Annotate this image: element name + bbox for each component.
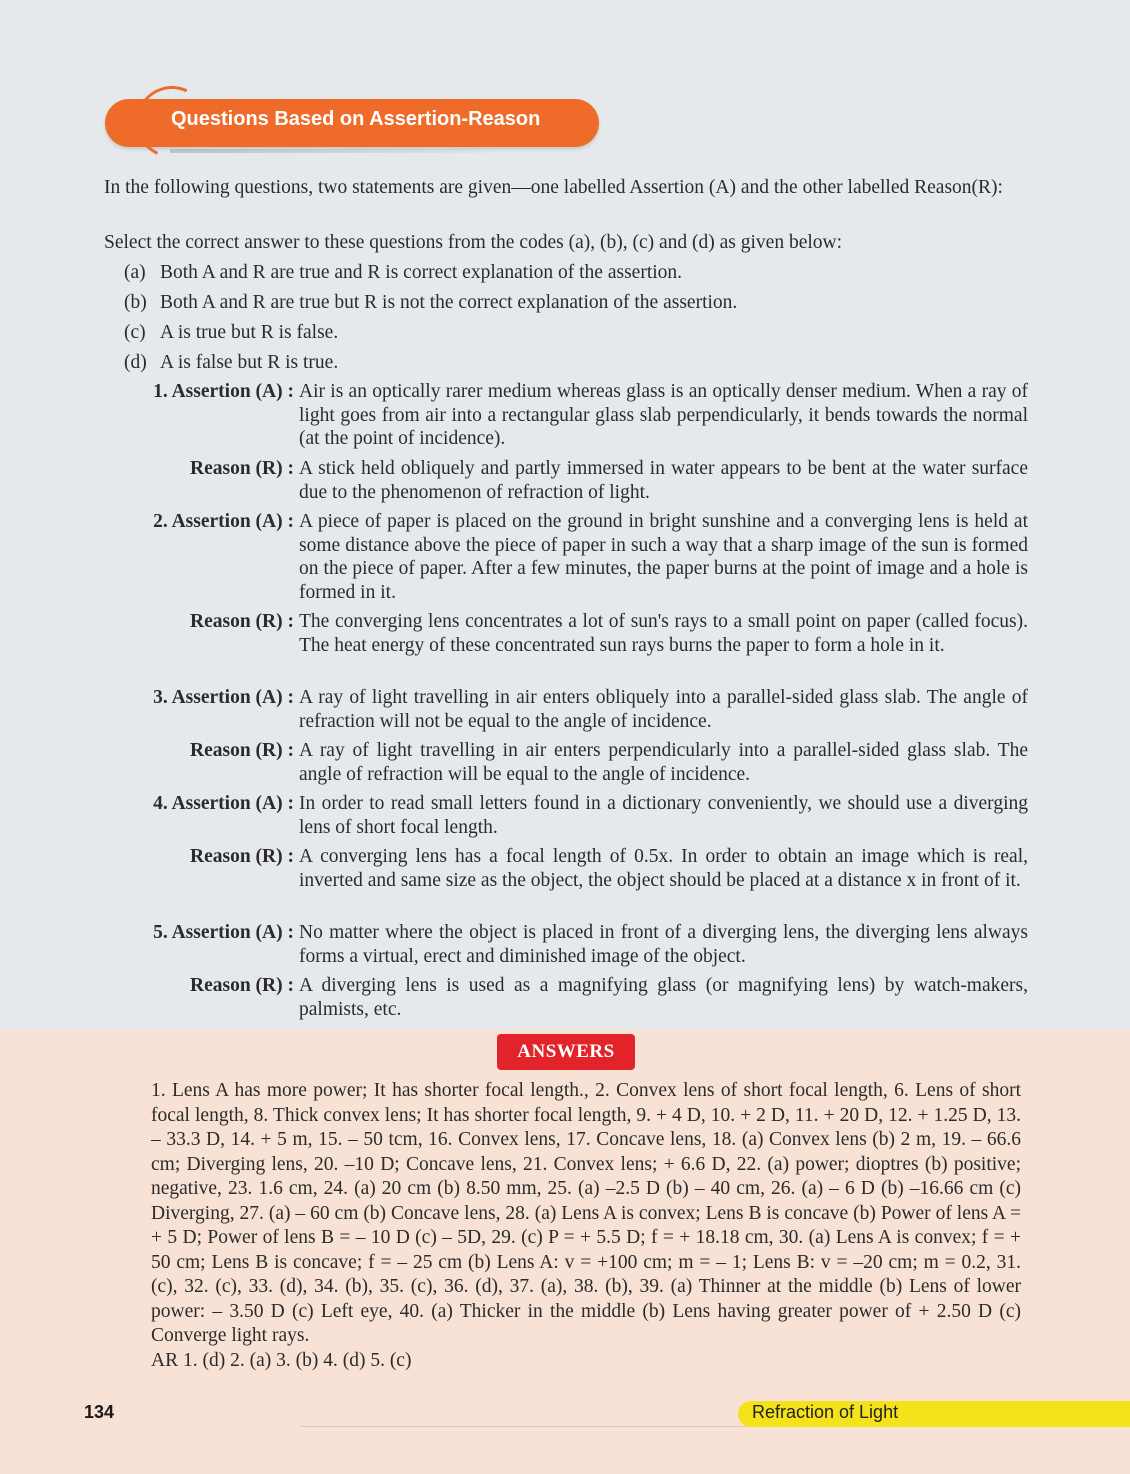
chapter-title: Refraction of Light <box>752 1402 899 1422</box>
assertion-reason-answers: AR 1. (d) 2. (a) 3. (b) 4. (d) 5. (c) <box>151 1349 412 1371</box>
reason-text: A ray of light travelling in air enters perpendicularly into a parallel-sided glass slab. The angle of refraction will be equal to the angle of incidence. <box>299 740 1028 785</box>
option-text: A is false but R is true. <box>160 352 339 373</box>
option-b <box>124 291 1024 315</box>
reason-label: Reason (R) : <box>190 846 294 867</box>
reason-text: A converging lens has a focal length of 0.5x. In order to obtain an image which is real, inverted and same size as the object, the object should be placed at a distance x in front of it. <box>299 846 1028 891</box>
answers-heading: ANSWERS <box>497 1034 635 1070</box>
option-text: Both A and R are true and R is correct explanation of the assertion. <box>160 262 683 283</box>
assertion-label: 4. Assertion (A) : <box>153 793 294 814</box>
page-number: 134 <box>84 1402 115 1422</box>
option-label: (b) <box>124 292 147 313</box>
assertion-text: In order to read small letters found in a dictionary conveniently, we should use a diverging lens of short focal length. <box>299 793 1028 838</box>
option-d <box>124 351 1024 375</box>
reason-label: Reason (R) : <box>190 740 294 761</box>
option-a <box>124 261 1024 285</box>
assertion-text: Air is an optically rarer medium whereas glass is an optically denser medium. When a ray of light goes from air into a rectangular glass slab perpendicularly, it bends towards the normal (at the point of incidence). <box>299 381 1028 449</box>
assertion-label: 3. Assertion (A) : <box>153 687 294 708</box>
answers-text: 1. Lens A has more power; It has shorter focal length., 2. Convex lens of short focal length, 6. Lens of short focal length, 8. Thick convex lens; It has shorter focal length, 9. + 4 D, 10. + 2 D, 11. + 20 D, 12. + 1.25 D, 13. – 33.3 D, 14. + 5 m, 15. – 50 tcm, 16. Convex lens, 17. Concave lens, 18. (a) Convex lens (b) 2 m, 19. – 66.6 cm; Diverging lens, 20. –10 D; Concave lens, 21. Convex lens; + 6.6 D, 22. (a) power; dioptres (b) positive; negative, 23. 1.6 cm, 24. (a) 20 cm (b) 8.50 mm, 25. (a) –2.5 D (b) – 40 cm, 26. (a) – 6 D (b) –16.66 cm (c) Diverging, 27. (a) – 60 cm (b) Concave lens, 28. (a) Lens A is convex; Lens B is concave (b) Power of lens A = + 5 D; Power of lens B = – 10 D (c) – 5D, 29. (c) P = + 5.5 D; f = + 18.18 cm, 30. (a) Lens A is convex; f = + 50 cm; Lens B is concave; f = – 25 cm (b) Lens A: v = +100 cm; m = – 1; Lens B: v = –20 cm; m = 0.2, 31. (c), 32. (c), 33. (d), 34. (b), 35. (c), 36. (d), 37. (a), 38. (b), 39. (a) Thinner at the middle (b) Lens of lower power: – 3.50 D (c) Left eye, 40. (a) Thicker in the middle (b) Lens having greater power of + 2.50 D (c) Converge light rays. <box>151 1080 1021 1346</box>
assertion-label: 1. Assertion (A) : <box>153 381 294 402</box>
option-text: A is true but R is false. <box>160 322 339 343</box>
section-title: Questions Based on Assertion-Reason <box>171 108 541 130</box>
assertion-label: 2. Assertion (A) : <box>153 511 294 532</box>
reason-label: Reason (R) : <box>190 611 294 632</box>
reason-text: A stick held obliquely and partly immersed in water appears to be bent at the water surface due to the phenomenon of refraction of light. <box>299 458 1028 503</box>
reason-label: Reason (R) : <box>190 458 294 479</box>
header-underline-decoration <box>170 149 530 153</box>
assertion-text: No matter where the object is placed in front of a diverging lens, the diverging lens always forms a virtual, erect and diminished image of the object. <box>299 922 1028 967</box>
option-label: (c) <box>124 322 146 343</box>
intro-paragraph: In the following questions, two statements are given—one labelled Assertion (A) and the other labelled Reason(R): <box>104 177 1003 198</box>
reason-label: Reason (R) : <box>190 975 294 996</box>
reason-text: The converging lens concentrates a lot of sun's rays to a small point on paper (called focus). The heat energy of these concentrated sun rays burns the paper to form a hole in it. <box>299 611 1028 656</box>
option-text: Both A and R are true but R is not the correct explanation of the assertion. <box>160 292 738 313</box>
reason-text: A diverging lens is used as a magnifying glass (or magnifying lens) by watch-makers, palmists, etc. <box>299 975 1028 1020</box>
assertion-label: 5. Assertion (A) : <box>153 922 294 943</box>
option-label: (d) <box>124 352 147 373</box>
assertion-text: A ray of light travelling in air enters obliquely into a parallel-sided glass slab. The angle of refraction will not be equal to the angle of incidence. <box>299 687 1028 732</box>
answers-block <box>151 1079 1021 1373</box>
option-c <box>124 321 1024 345</box>
assertion-text: A piece of paper is placed on the ground in bright sunshine and a converging lens is held at some distance above the piece of paper in such a way that a sharp image of the sun is formed on the piece of paper. After a few minutes, the paper burns at the point of image and a hole is formed in it. <box>299 511 1028 603</box>
instructions-paragraph: Select the correct answer to these questions from the codes (a), (b), (c) and (d) as given below: <box>104 232 843 253</box>
option-label: (a) <box>124 262 146 283</box>
